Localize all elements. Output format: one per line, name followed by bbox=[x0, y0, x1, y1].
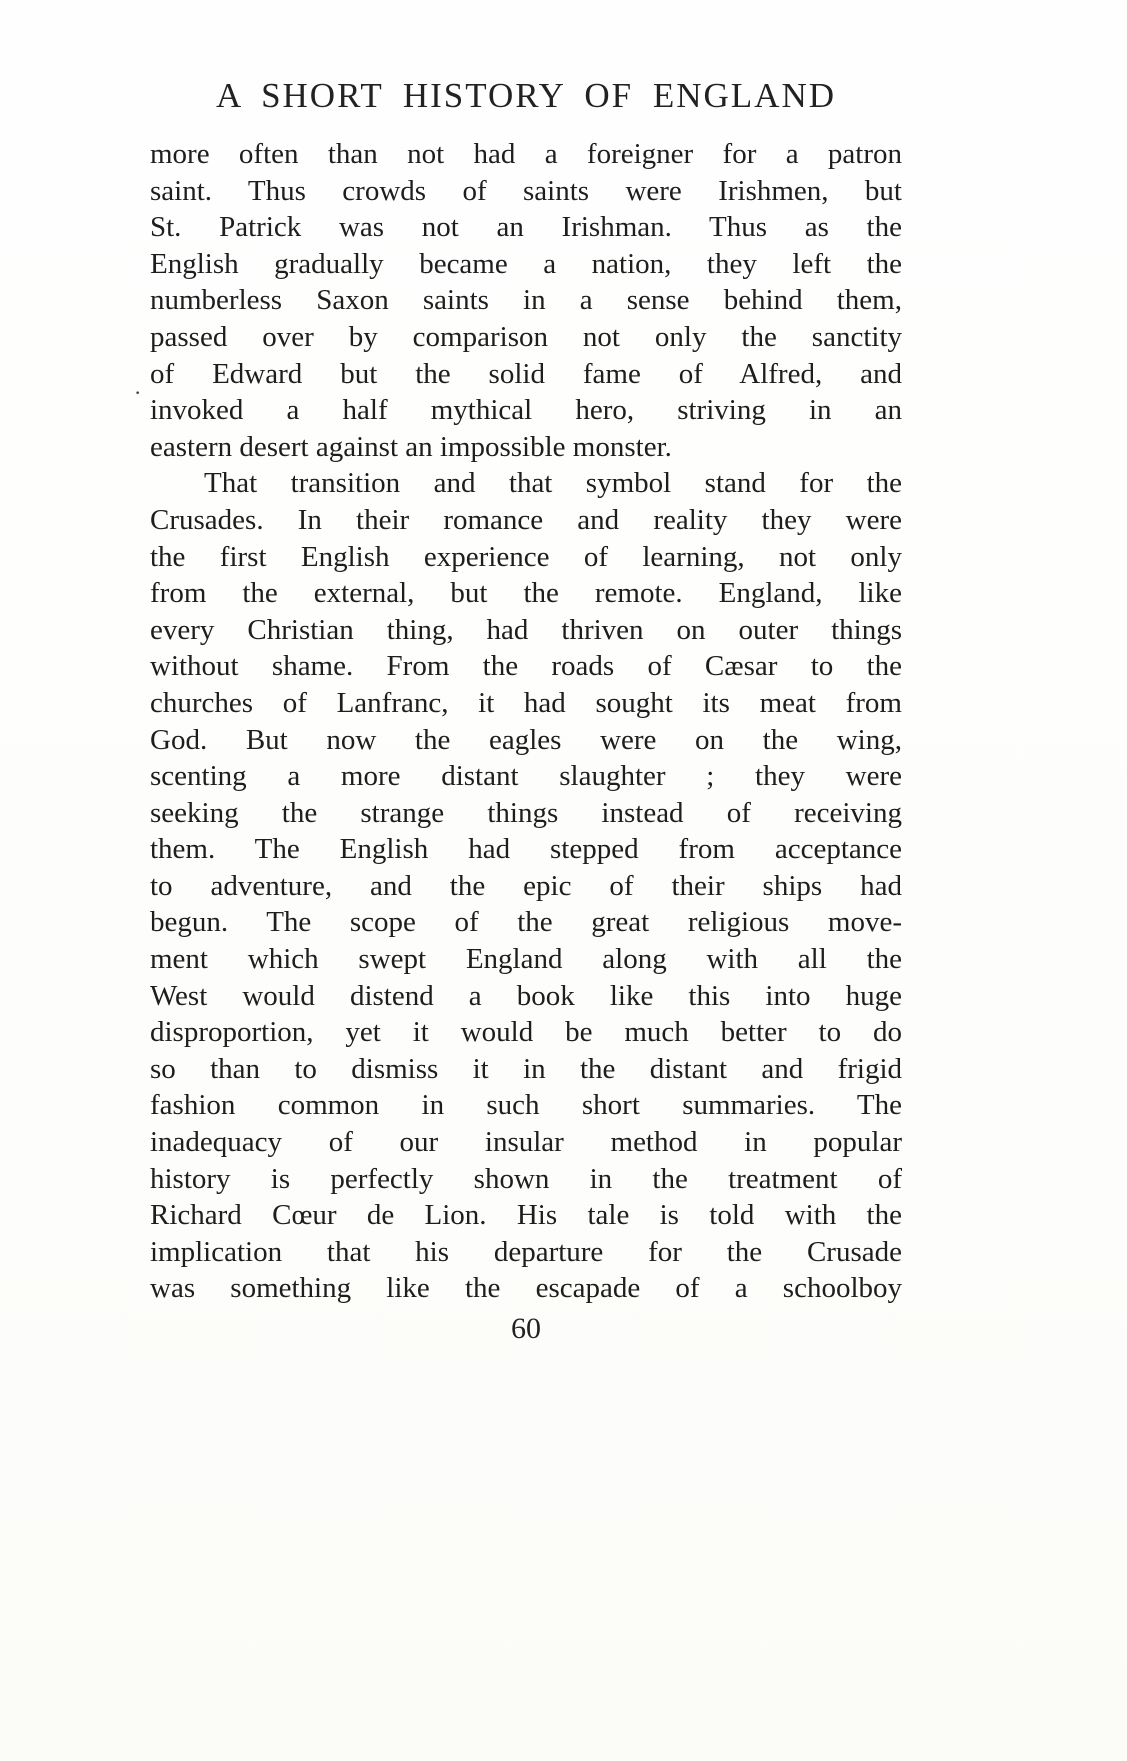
text-line: St. Patrick was not an Irishman. Thus as the bbox=[150, 211, 902, 244]
text-line: God. But now the eagles were on the wing, bbox=[150, 723, 902, 756]
text-line: Richard Cœur de Lion. His tale is told with the bbox=[150, 1199, 902, 1232]
text-line: saint. Thus crowds of saints were Irishmen, but bbox=[150, 174, 902, 207]
running-header: A SHORT HISTORY OF ENGLAND bbox=[215, 76, 837, 115]
text-line: English gradually became a nation, they left the bbox=[150, 247, 902, 280]
text-line: numberless Saxon saints in a sense behind them, bbox=[150, 284, 902, 317]
text-line: seeking the strange things instead of receiving bbox=[150, 796, 902, 829]
text-line: to adventure, and the epic of their ships had bbox=[150, 869, 902, 902]
paragraph bbox=[150, 136, 902, 465]
text-line: inadequacy of our insular method in popular bbox=[150, 1126, 902, 1159]
text-line: of Edward but the solid fame of Alfred, and bbox=[150, 357, 902, 390]
text-line: was something like the escapade of a schoolboy bbox=[150, 1272, 902, 1305]
text-line: implication that his departure for the Crusade bbox=[150, 1235, 902, 1268]
text-line: fashion common in such short summaries. The bbox=[150, 1089, 902, 1122]
text-line: West would distend a book like this into huge bbox=[150, 979, 902, 1012]
text-line: history is perfectly shown in the treatment of bbox=[150, 1162, 902, 1195]
page-number: 60 bbox=[511, 1312, 541, 1345]
text-line: ment which swept England along with all the bbox=[150, 943, 902, 976]
paragraph bbox=[150, 465, 902, 1307]
text-line: disproportion, yet it would be much better to do bbox=[150, 1016, 902, 1049]
text-line: eastern desert against an impossible monster. bbox=[150, 430, 672, 463]
text-block bbox=[150, 136, 902, 1307]
text-line: so than to dismiss it in the distant and frigid bbox=[150, 1052, 902, 1085]
text-line: every Christian thing, had thriven on outer things bbox=[150, 613, 902, 646]
text-line: Crusades. In their romance and reality they were bbox=[150, 503, 902, 536]
text-line: from the external, but the remote. England, like bbox=[150, 577, 902, 610]
text-line: the first English experience of learning, not only bbox=[150, 540, 902, 573]
page-text-area bbox=[150, 76, 902, 1347]
text-line: more often than not had a foreigner for a patron bbox=[150, 138, 902, 170]
text-line: invoked a half mythical hero, striving in an bbox=[150, 394, 902, 427]
text-line: begun. The scope of the great religious move- bbox=[150, 906, 902, 939]
text-line: without shame. From the roads of Cæsar to the bbox=[150, 650, 902, 683]
text-line: scenting a more distant slaughter ; they were bbox=[150, 760, 902, 793]
text-line: them. The English had stepped from acceptance bbox=[150, 833, 902, 866]
text-line: passed over by comparison not only the sanctity bbox=[150, 320, 902, 353]
margin-mark: · bbox=[134, 380, 142, 405]
text-line: That transition and that symbol stand for the bbox=[204, 467, 902, 500]
text-line: churches of Lanfranc, it had sought its meat from bbox=[150, 686, 902, 719]
